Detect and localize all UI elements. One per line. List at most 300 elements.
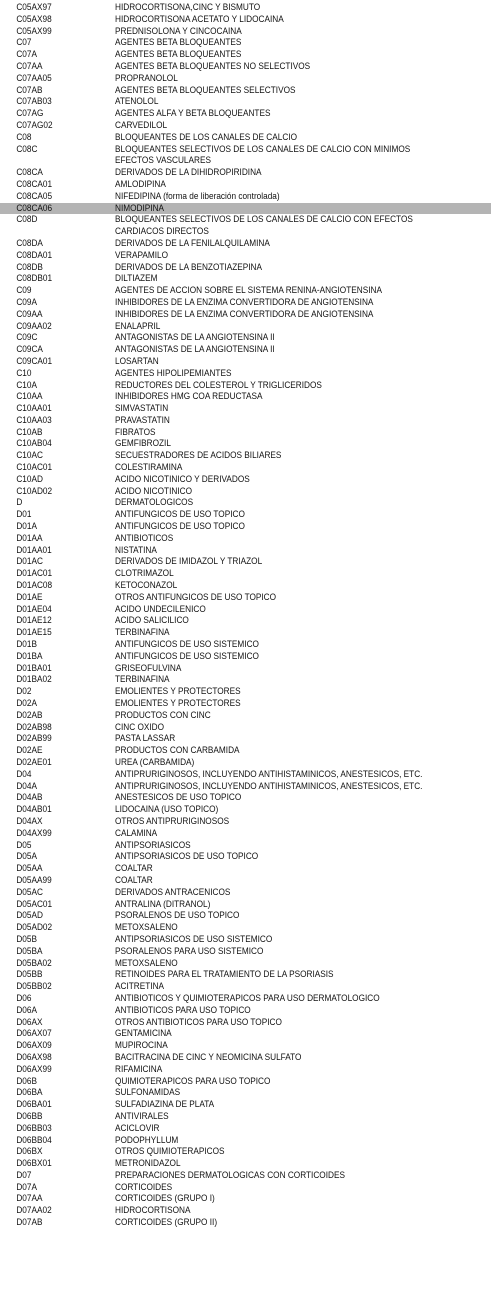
atc-description: DERIVADOS DE LA DIHIDROPIRIDINA (115, 167, 262, 179)
list-row[interactable] (0, 958, 491, 970)
atc-code: D05AA (16, 863, 43, 875)
atc-description: TERBINAFINA (115, 674, 170, 686)
atc-code: D02 (16, 686, 32, 698)
atc-description: NIFEDIPINA (forma de liberación controlada) (115, 190, 280, 202)
atc-description: BLOQUEANTES SELECTIVOS DE LOS CANALES DE CALCIO CON EFECTOS CARDIACOS DIRECTOS (115, 214, 413, 238)
atc-code: C09CA01 (16, 355, 53, 367)
atc-code: C08CA05 (16, 190, 53, 202)
atc-code: C10AB04 (16, 438, 52, 450)
atc-code: D01BA01 (16, 662, 52, 674)
atc-description: PRODUCTOS CON CARBAMIDA (115, 745, 240, 757)
atc-description: EMOLIENTES Y PROTECTORES (115, 698, 241, 710)
list-row[interactable] (0, 863, 491, 875)
atc-code: D05A (16, 851, 37, 863)
atc-code: C10A (16, 379, 37, 391)
atc-description: EMOLIENTES Y PROTECTORES (115, 686, 241, 698)
atc-code: C09AA (16, 308, 43, 320)
list-row[interactable] (0, 993, 491, 1005)
atc-description: AGENTES BETA BLOQUEANTES SELECTIVOS (115, 84, 296, 96)
list-row[interactable] (0, 521, 491, 533)
list-row[interactable] (0, 344, 491, 356)
atc-description: AGENTES BETA BLOQUEANTES (115, 37, 242, 49)
atc-description: PRAVASTATIN (115, 414, 170, 426)
list-row[interactable] (0, 698, 491, 710)
list-row[interactable] (0, 745, 491, 757)
atc-code: D07 (16, 1169, 32, 1181)
atc-code: C08CA (16, 167, 43, 179)
list-row[interactable] (0, 250, 491, 262)
atc-code: D01AC (16, 556, 43, 568)
list-row[interactable] (0, 273, 491, 285)
list-row[interactable] (0, 285, 491, 297)
atc-description: ANTAGONISTAS DE LA ANGIOTENSINA II (115, 332, 275, 344)
atc-code: D04A (16, 780, 37, 792)
list-row[interactable] (0, 14, 491, 26)
atc-code: D04AB (16, 792, 43, 804)
list-row[interactable] (0, 816, 491, 828)
atc-description: ANTIPSORIASICOS DE USO TOPICO (115, 851, 259, 863)
atc-description: OTROS QUIMIOTERAPICOS (115, 1146, 225, 1158)
list-row[interactable] (0, 380, 491, 392)
atc-description: ANTIPSORIASICOS DE USO SISTEMICO (115, 933, 273, 945)
atc-description: ACITRETINA (115, 981, 165, 993)
list-row[interactable] (0, 214, 491, 238)
atc-code: C05AX97 (16, 2, 52, 13)
atc-code: C10AC01 (16, 462, 53, 474)
atc-code: D01AE (16, 591, 43, 603)
list-row[interactable] (0, 969, 491, 981)
atc-code: D06BB04 (16, 1134, 52, 1146)
list-row[interactable] (0, 1170, 491, 1182)
list-row[interactable] (0, 1099, 491, 1111)
atc-description: METOXSALENO (115, 957, 178, 969)
atc-description: CINC OXIDO (115, 721, 165, 733)
list-row[interactable] (0, 934, 491, 946)
atc-code: D05BB02 (16, 981, 52, 993)
atc-code: D01AC08 (16, 580, 53, 592)
list-row[interactable] (0, 462, 491, 474)
list-row[interactable] (0, 757, 491, 769)
atc-description: ACIDO NICOTINICO Y DERIVADOS (115, 473, 250, 485)
atc-description: GEMFIBROZIL (115, 438, 171, 450)
list-row[interactable] (0, 391, 491, 403)
atc-code: D05B (16, 933, 37, 945)
atc-code: D06BB03 (16, 1122, 52, 1134)
atc-description: DERMATOLOGICOS (115, 497, 194, 509)
atc-code: D04 (16, 768, 32, 780)
atc-description: INHIBIDORES DE LA ENZIMA CONVERTIDORA DE ANGIOTENSINA (115, 296, 374, 308)
list-row[interactable] (0, 651, 491, 663)
atc-description: PSORALENOS PARA USO SISTEMICO (115, 945, 264, 957)
atc-description: ANTIPRURIGINOSOS, INCLUYENDO ANTIHISTAMINICOS, ANESTESICOS, ETC. (115, 768, 423, 780)
atc-code: C07AA05 (16, 72, 52, 84)
atc-description: PREPARACIONES DERMATOLOGICAS CON CORTICOIDES (115, 1169, 345, 1181)
list-row[interactable] (0, 533, 491, 545)
atc-code: C10AA01 (16, 403, 52, 415)
list-row[interactable] (0, 1052, 491, 1064)
list-row[interactable] (0, 356, 491, 368)
list-row[interactable] (0, 474, 491, 486)
atc-code: D01AA (16, 532, 43, 544)
atc-code: D07A (16, 1181, 37, 1193)
atc-code: D01BA02 (16, 674, 52, 686)
atc-description: ANTIPSORIASICOS (115, 839, 191, 851)
list-row[interactable] (0, 981, 491, 993)
atc-code: C07 (16, 37, 32, 49)
list-row[interactable] (0, 568, 491, 580)
atc-description: PODOPHYLLUM (115, 1134, 179, 1146)
atc-code: C05AX99 (16, 25, 52, 37)
atc-description: ACICLOVIR (115, 1122, 160, 1134)
atc-code: C09AA02 (16, 320, 52, 332)
atc-description: FIBRATOS (115, 426, 156, 438)
atc-code: D06BX (16, 1146, 43, 1158)
atc-code: C10AB (16, 426, 43, 438)
atc-description: ANTIBIOTICOS PARA USO TOPICO (115, 1004, 251, 1016)
list-row[interactable] (0, 438, 491, 450)
atc-description: AGENTES HIPOLIPEMIANTES (115, 367, 232, 379)
list-row[interactable] (0, 556, 491, 568)
atc-description: SULFONAMIDAS (115, 1087, 181, 1099)
atc-code: D06BA01 (16, 1099, 52, 1111)
list-row[interactable] (0, 1017, 491, 1029)
list-row[interactable] (0, 686, 491, 698)
list-row[interactable] (0, 486, 491, 498)
atc-code: D06AX07 (16, 1028, 52, 1040)
atc-description: COLESTIRAMINA (115, 462, 183, 474)
atc-description: LIDOCAINA (USO TOPICO) (115, 804, 219, 816)
list-row[interactable] (0, 403, 491, 415)
atc-description: AMLODIPINA (115, 178, 166, 190)
atc-description: NISTATINA (115, 544, 157, 556)
atc-code: D06B (16, 1075, 37, 1087)
list-row[interactable] (0, 639, 491, 651)
list-row[interactable] (0, 332, 491, 344)
atc-description: ANTIFUNGICOS DE USO TOPICO (115, 509, 245, 521)
list-row[interactable] (0, 1040, 491, 1052)
list-row[interactable] (0, 781, 491, 793)
atc-description: DERIVADOS DE LA FENILALQUILAMINA (115, 237, 270, 249)
list-row[interactable] (0, 840, 491, 852)
atc-description: OTROS ANTIFUNGICOS DE USO TOPICO (115, 591, 277, 603)
list-row[interactable] (0, 580, 491, 592)
atc-description: ANTIBIOTICOS (115, 532, 174, 544)
atc-code: D02AE01 (16, 757, 52, 768)
atc-description: METOXSALENO (115, 922, 178, 934)
atc-code: D02A (16, 698, 37, 710)
atc-code: D07AB (16, 1217, 43, 1229)
atc-description: ANTIFUNGICOS DE USO SISTEMICO (115, 650, 259, 662)
atc-code: D04AX99 (16, 827, 52, 839)
list-row[interactable] (0, 321, 491, 333)
list-row[interactable] (0, 96, 491, 108)
list-row[interactable] (0, 1146, 491, 1158)
atc-description: ANESTESICOS DE USO TOPICO (115, 792, 242, 804)
list-row[interactable] (0, 769, 491, 781)
atc-code: C05AX98 (16, 13, 52, 25)
list-row[interactable] (0, 1135, 491, 1147)
atc-code: D01AE15 (16, 627, 52, 639)
atc-description: ACIDO NICOTINICO (115, 485, 193, 497)
atc-description: CORTICOIDES (115, 1181, 173, 1193)
atc-description: CALAMINA (115, 827, 158, 839)
list-row[interactable] (0, 132, 491, 144)
list-row[interactable] (0, 2, 491, 14)
atc-description: GRISEOFULVINA (115, 662, 182, 674)
atc-code: C07AA (16, 60, 43, 72)
list-row[interactable] (0, 167, 491, 179)
list-row[interactable] (0, 851, 491, 863)
atc-description: LOSARTAN (115, 355, 159, 367)
atc-description: CARVEDILOL (115, 119, 168, 131)
atc-description: QUIMIOTERAPICOS PARA USO TOPICO (115, 1075, 271, 1087)
atc-code: C09 (16, 285, 32, 297)
list-row[interactable] (0, 922, 491, 934)
list-row[interactable] (0, 509, 491, 521)
list-row[interactable] (0, 179, 491, 191)
list-row[interactable] (0, 1005, 491, 1017)
atc-code: C07AG02 (16, 119, 53, 131)
list-row[interactable] (0, 604, 491, 616)
atc-code: D06AX09 (16, 1040, 52, 1052)
atc-code: D06AX99 (16, 1063, 52, 1075)
atc-description: GENTAMICINA (115, 1028, 172, 1040)
atc-description: ENALAPRIL (115, 320, 161, 332)
atc-code: C10 (16, 367, 32, 379)
atc-code: C07AB03 (16, 96, 52, 108)
atc-code: D05AD (16, 910, 43, 922)
list-row[interactable] (0, 1123, 491, 1135)
atc-code: D06A (16, 1004, 37, 1016)
list-row[interactable] (0, 1076, 491, 1088)
atc-code: D06AX98 (16, 1051, 52, 1063)
atc-code: D05BA (16, 945, 43, 957)
atc-description: VERAPAMILO (115, 249, 169, 261)
list-row[interactable] (0, 875, 491, 887)
atc-description: SECUESTRADORES DE ACIDOS BILIARES (115, 450, 282, 462)
list-row[interactable] (0, 37, 491, 49)
atc-description: MUPIROCINA (115, 1040, 168, 1052)
atc-description: ANTIFUNGICOS DE USO SISTEMICO (115, 639, 259, 651)
atc-code: D05 (16, 839, 32, 851)
list-row[interactable] (0, 120, 491, 132)
list-row[interactable] (0, 1205, 491, 1217)
list-row[interactable] (0, 946, 491, 958)
atc-description: METRONIDAZOL (115, 1158, 181, 1170)
atc-description: PASTA LASSAR (115, 733, 176, 745)
list-row[interactable] (0, 309, 491, 321)
atc-description: DERIVADOS DE IMIDAZOL Y TRIAZOL (115, 556, 263, 568)
atc-code: C10AD02 (16, 485, 53, 497)
atc-description: DERIVADOS DE LA BENZOTIAZEPINA (115, 261, 263, 273)
atc-description: HIDROCORTISONA,CINC Y BISMUTO (115, 2, 261, 13)
atc-code: C08 (16, 131, 32, 143)
atc-code: D05AA99 (16, 874, 52, 886)
atc-description: PRODUCTOS CON CINC (115, 709, 211, 721)
atc-code: D05AC01 (16, 898, 53, 910)
list-row[interactable] (0, 887, 491, 899)
list-row[interactable] (0, 1087, 491, 1099)
atc-code: D02AB98 (16, 721, 52, 733)
atc-code: C08CA01 (16, 178, 53, 190)
list-row[interactable] (0, 49, 491, 61)
atc-code: D (16, 497, 23, 509)
atc-code: D05BB (16, 969, 43, 981)
list-row[interactable] (0, 26, 491, 38)
atc-description: SIMVASTATIN (115, 403, 169, 415)
list-row[interactable] (0, 674, 491, 686)
atc-code: C07A (16, 49, 37, 61)
list-row[interactable] (0, 61, 491, 73)
atc-description: ANTAGONISTAS DE LA ANGIOTENSINA II (115, 344, 275, 356)
list-row[interactable] (0, 663, 491, 675)
atc-description: INHIBIDORES HMG COA REDUCTASA (115, 391, 263, 403)
atc-description: OTROS ANTIPRURIGINOSOS (115, 815, 230, 827)
atc-description: UREA (CARBAMIDA) (115, 757, 195, 768)
list-row[interactable] (0, 899, 491, 911)
list-row[interactable] (0, 1064, 491, 1076)
atc-description: OTROS ANTIBIOTICOS PARA USO TOPICO (115, 1016, 282, 1028)
atc-description: CORTICOIDES (GRUPO I) (115, 1193, 215, 1205)
list-row-selected[interactable] (0, 203, 491, 215)
list-row[interactable] (0, 108, 491, 120)
atc-code: D01AE04 (16, 603, 52, 615)
list-row[interactable] (0, 792, 491, 804)
list-row[interactable] (0, 1028, 491, 1040)
atc-description: DILTIAZEM (115, 273, 158, 285)
list-row[interactable] (0, 262, 491, 274)
atc-code: D01AE12 (16, 615, 52, 627)
atc-description: ATENOLOL (115, 96, 159, 108)
list-row[interactable] (0, 1217, 491, 1229)
atc-code: D05BA02 (16, 957, 52, 969)
atc-code: D02AB99 (16, 733, 52, 745)
list-row[interactable] (0, 1182, 491, 1194)
atc-description: INHIBIDORES DE LA ENZIMA CONVERTIDORA DE ANGIOTENSINA (115, 308, 374, 320)
list-row[interactable] (0, 497, 491, 509)
atc-description: RIFAMICINA (115, 1063, 163, 1075)
list-row[interactable] (0, 368, 491, 380)
atc-code: D05AD02 (16, 922, 53, 934)
atc-description: ANTIBIOTICOS Y QUIMIOTERAPICOS PARA USO DERMATOLOGICO (115, 992, 380, 1004)
list-row[interactable] (0, 804, 491, 816)
atc-code: D06AX (16, 1016, 43, 1028)
atc-description: AGENTES ALFA Y BETA BLOQUEANTES (115, 108, 271, 120)
atc-description: ANTIVIRALES (115, 1110, 169, 1122)
atc-description: HIDROCORTISONA (115, 1205, 191, 1217)
list-row[interactable] (0, 733, 491, 745)
list-row[interactable] (0, 191, 491, 203)
list-row[interactable] (0, 545, 491, 557)
atc-code: C10AC (16, 450, 43, 462)
atc-code: C09CA (16, 344, 43, 356)
list-row[interactable] (0, 297, 491, 309)
atc-code: C07AB (16, 84, 43, 96)
list-row[interactable] (0, 238, 491, 250)
atc-code: C09A (16, 296, 37, 308)
list-row[interactable] (0, 828, 491, 840)
atc-description: AGENTES DE ACCION SOBRE EL SISTEMA RENINA-ANGIOTENSINA (115, 285, 382, 297)
atc-code: C08DB01 (16, 273, 53, 285)
atc-code: D06 (16, 992, 32, 1004)
atc-description: REDUCTORES DEL COLESTEROL Y TRIGLICERIDOS (115, 379, 322, 391)
atc-code: C10AD (16, 473, 43, 485)
atc-description: BLOQUEANTES DE LOS CANALES DE CALCIO (115, 131, 298, 143)
list-row[interactable] (0, 1158, 491, 1170)
list-row[interactable] (0, 592, 491, 604)
atc-code: D06BA (16, 1087, 43, 1099)
list-row[interactable] (0, 615, 491, 627)
atc-description: CORTICOIDES (GRUPO II) (115, 1217, 218, 1229)
atc-code: D01AC01 (16, 568, 53, 580)
list-row[interactable] (0, 415, 491, 427)
atc-code: C08DA01 (16, 249, 53, 261)
list-row[interactable] (0, 627, 491, 639)
atc-description: RETINOIDES PARA EL TRATAMIENTO DE LA PSORIASIS (115, 969, 334, 981)
atc-code: D06BB (16, 1110, 43, 1122)
atc-code: C07AG (16, 108, 44, 120)
atc-code: D07AA (16, 1193, 43, 1205)
atc-description: KETOCONAZOL (115, 580, 178, 592)
atc-description: ACIDO UNDECILENICO (115, 603, 206, 615)
atc-code: D01AA01 (16, 544, 52, 556)
atc-description: PROPRANOLOL (115, 72, 178, 84)
atc-description: AGENTES BETA BLOQUEANTES NO SELECTIVOS (115, 60, 311, 72)
atc-description: AGENTES BETA BLOQUEANTES (115, 49, 242, 61)
atc-code: D01BA (16, 650, 43, 662)
atc-description: PSORALENOS DE USO TOPICO (115, 910, 240, 922)
atc-description: SULFADIAZINA DE PLATA (115, 1099, 215, 1111)
atc-code-list (0, 2, 491, 1229)
atc-code: D01B (16, 639, 37, 651)
atc-description: DERIVADOS ANTRACENICOS (115, 886, 231, 898)
atc-code: D05AC (16, 886, 43, 898)
list-row[interactable] (0, 144, 491, 168)
list-row[interactable] (0, 722, 491, 734)
atc-code: D04AX (16, 815, 43, 827)
atc-code: C08CA06 (16, 202, 53, 214)
list-row[interactable] (0, 73, 491, 85)
atc-description: TERBINAFINA (115, 627, 170, 639)
atc-description: CLOTRIMAZOL (115, 568, 174, 580)
atc-code: C08D (16, 214, 38, 226)
atc-description: PREDNISOLONA Y CINCOCAINA (115, 25, 242, 37)
atc-code: C08C (16, 143, 38, 155)
list-row[interactable] (0, 1193, 491, 1205)
atc-description: COALTAR (115, 863, 153, 875)
list-row[interactable] (0, 85, 491, 97)
atc-description: ACIDO SALICILICO (115, 615, 189, 627)
atc-description: BLOQUEANTES SELECTIVOS DE LOS CANALES DE CALCIO CON MINIMOS EFECTOS VASCULARES (115, 143, 411, 167)
atc-description: ANTIFUNGICOS DE USO TOPICO (115, 521, 245, 533)
list-row[interactable] (0, 1111, 491, 1123)
atc-code: D02AE (16, 745, 43, 757)
atc-description: HIDROCORTISONA ACETATO Y LIDOCAINA (115, 13, 284, 25)
atc-code: D06BX01 (16, 1158, 52, 1170)
atc-code: D07AA02 (16, 1205, 52, 1217)
atc-code: D02AB (16, 709, 43, 721)
list-row[interactable] (0, 427, 491, 439)
list-row[interactable] (0, 710, 491, 722)
atc-code: C09C (16, 332, 38, 344)
atc-code: C08DB (16, 261, 43, 273)
list-row[interactable] (0, 450, 491, 462)
atc-code: D01 (16, 509, 32, 521)
atc-description: ANTIPRURIGINOSOS, INCLUYENDO ANTIHISTAMINICOS, ANESTESICOS, ETC. (115, 780, 423, 792)
atc-description: NIMODIPINA (115, 202, 165, 214)
list-row[interactable] (0, 910, 491, 922)
atc-code: C10AA (16, 391, 43, 403)
